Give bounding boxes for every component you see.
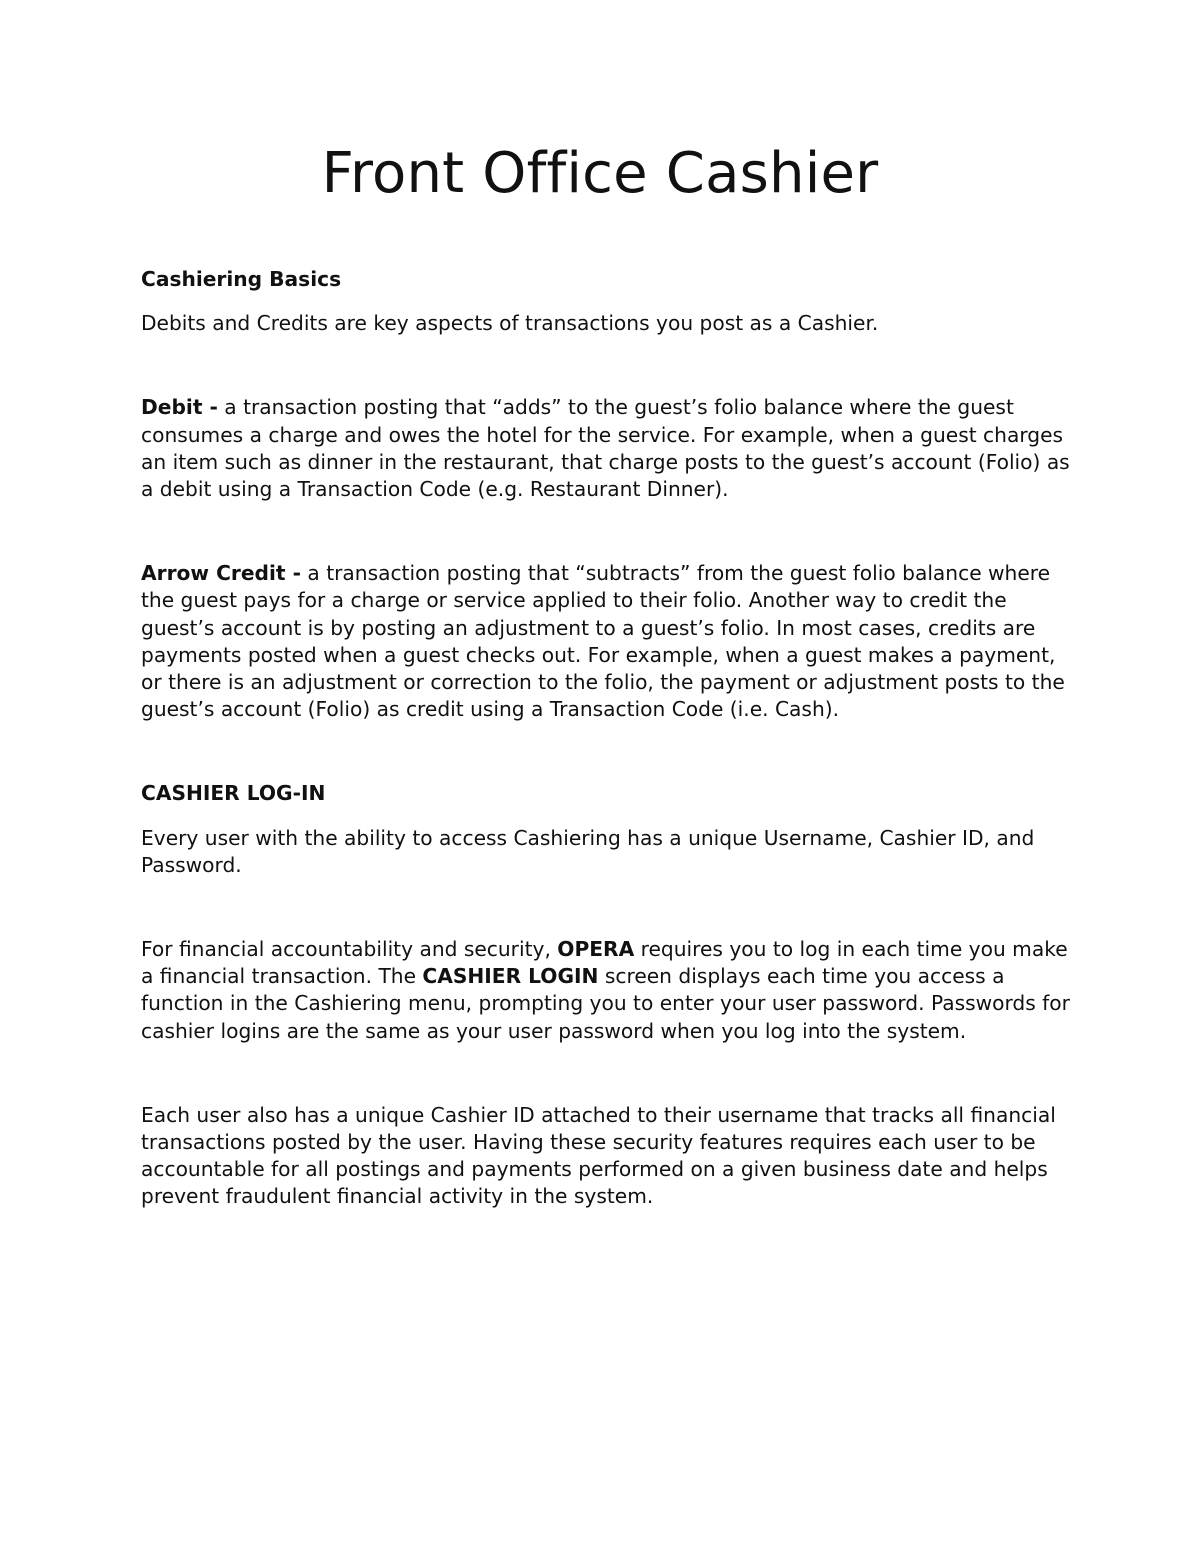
credit-term: Arrow Credit - — [141, 561, 301, 586]
debit-text: a transaction posting that “adds” to the guest’s folio balance where the guest consumes a charge and owes the hotel for the service. For example, when a guest charges an item such as dinner in the restaurant, that charge posts to the guest’s account (Folio) as a debit using a Transaction Code (e.g. Restaurant Dinner). — [141, 395, 1070, 502]
debit-term: Debit - — [141, 395, 218, 420]
accountability-text-2: requires you to log in each time you make a financial transaction. The — [141, 937, 1068, 989]
intro-paragraph: Debits and Credits are key aspects of transactions you post as a Cashier. — [141, 311, 879, 336]
cashier-login-term: CASHIER LOGIN — [422, 964, 599, 989]
credit-text: a transaction posting that “subtracts” from the guest folio balance where the guest pays for a charge or service applied to their folio. Another way to credit the guest’s account is by posting an adjustment to a guest’s folio. In most cases, credits are payments posted when a guest checks out. For example, when a guest makes a payment, or there is an adjustment or correction to the folio, the payment or adjustment posts to the guest’s account (Folio) as credit using a Transaction Code (i.e. Cash). — [141, 561, 1065, 722]
login-paragraph-credentials: Every user with the ability to access Cashiering has a unique Username, Cashier ID, and Password. — [141, 825, 1035, 877]
accountability-text-1: For financial accountability and security, — [141, 937, 558, 962]
accountability-text-3: screen displays each time you access a function in the Cashiering menu, prompting you to enter your user password. Passwords for cashier logins are the same as your user password when you log into the system. — [141, 964, 1070, 1043]
opera-term: OPERA — [557, 937, 635, 962]
login-paragraph-accountability — [141, 936, 1071, 1045]
credit-definition — [141, 560, 1071, 723]
debit-definition — [141, 394, 1071, 503]
section-heading-cashiering-basics: Cashiering Basics — [141, 267, 342, 291]
login-paragraph-cashier-id: Each user also has a unique Cashier ID attached to their username that tracks all financial transactions posted by the user. Having these security features requires each user to be accountable for all postings and payments performed on a given business date and helps prevent fraudulent financial activity in the system. — [141, 1102, 1056, 1209]
page-title: Front Office Cashier — [321, 141, 879, 206]
document-body — [141, 266, 1071, 1211]
section-heading-cashier-login: CASHIER LOG-IN — [141, 781, 326, 806]
